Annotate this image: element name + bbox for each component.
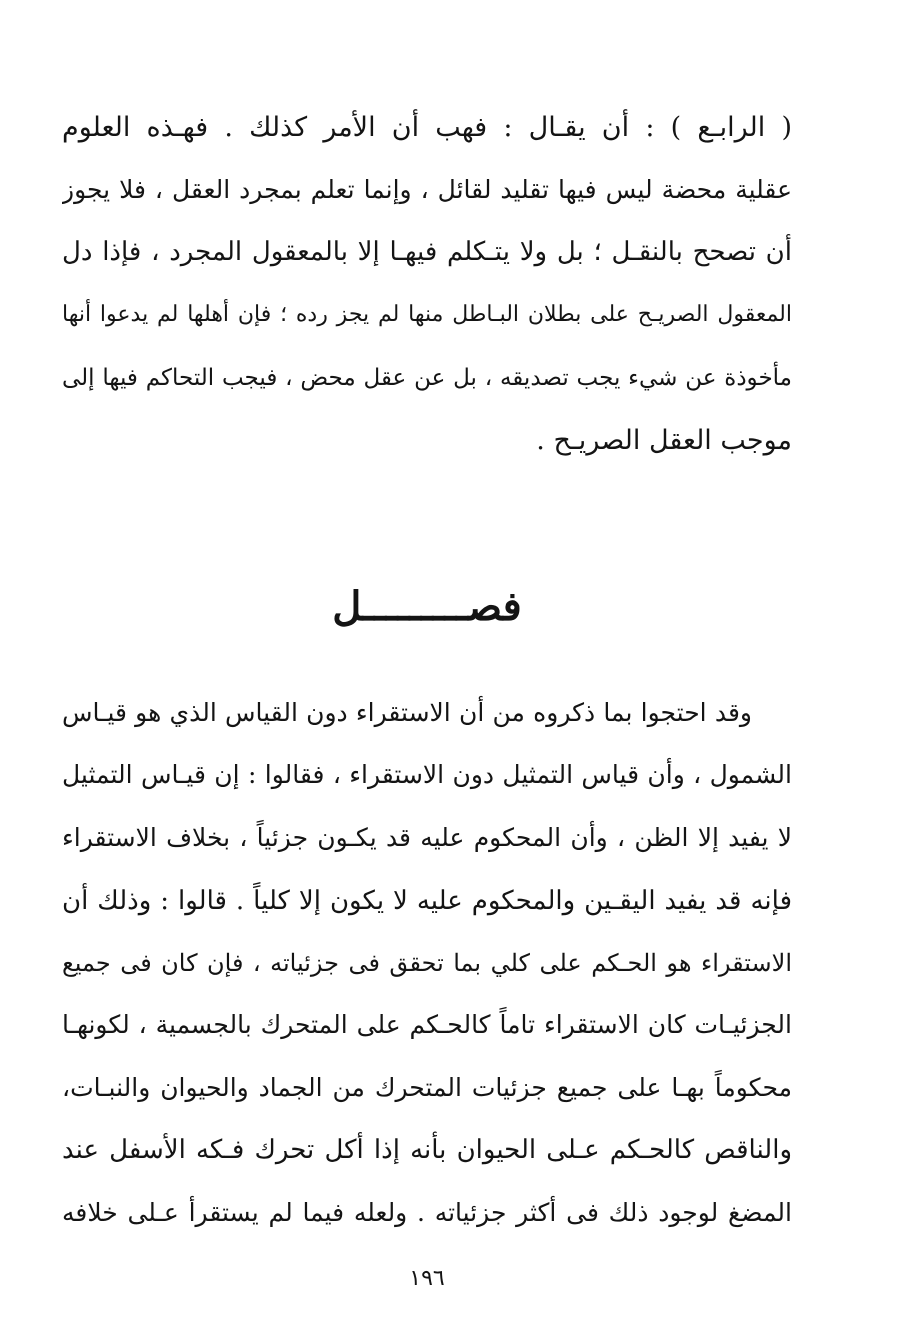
text-line: والناقص كالحـكم عـلى الحيوان بأنه إذا أكل تحرك فـكه الأسفل عند [62,1135,792,1165]
text-line: محكوماً بهـا على جميع جزئيات المتحرك من الجماد والحيوان والنبـات، [62,1073,792,1102]
text-line: الجزئيـات كان الاستقراء تاماً كالحـكم على المتحرك بالجسمية ، لكونهـا [62,1010,792,1039]
section-heading: فصـــــــــل [332,583,522,630]
text-line: الشمول ، وأن قياس التمثيل دون الاستقراء ، فقالوا : إن قيـاس التمثيل [62,760,792,789]
text-line: المضغ لوجود ذلك فى أكثر جزئياته . ولعله فيما لم يستقرأ عـلى خلافه [62,1198,792,1227]
text-line: لا يفيد إلا الظن ، وأن المحكوم عليه قد يكـون جزئياً ، بخلاف الاستقراء [62,823,792,852]
text-line: ( الرابـع ) : أن يقـال : فهب أن الأمر كذلك . فهـذه العلوم [62,112,792,143]
text-line: المعقول الصريـح على بطلان البـاطل منها لم يجز رده ؛ فإن أهلها لم يدعوا أنها [62,302,792,327]
text-line: أن تصحح بالنقـل ؛ بل ولا يتـكلم فيهـا إلا بالمعقول المجرد ، فإذا دل [62,237,792,267]
page-number: ١٩٦ [409,1266,445,1291]
text-line: وقد احتجوا بما ذكروه من أن الاستقراء دون القياس الذي هو قيـاس [62,698,752,727]
text-line: الاستقراء هو الحـكم على كلي بما تحقق فى جزئياته ، فإن كان فى جميع [62,949,792,977]
book-page [62,0,792,1337]
text-line: عقلية محضة ليس فيها تقليد لقائل ، وإنما تعلم بمجرد العقل ، فلا يجوز [62,175,792,204]
text-line: موجب العقل الصريـح . [536,425,792,456]
text-line: فإنه قد يفيد اليقـين والمحكوم عليه لا يكون إلا كلياً . قالوا : وذلك أن [62,886,792,916]
text-line: مأخوذة عن شيء يجب تصديقه ، بل عن عقل محض ، فيجب التحاكم فيها إلى [62,365,792,391]
